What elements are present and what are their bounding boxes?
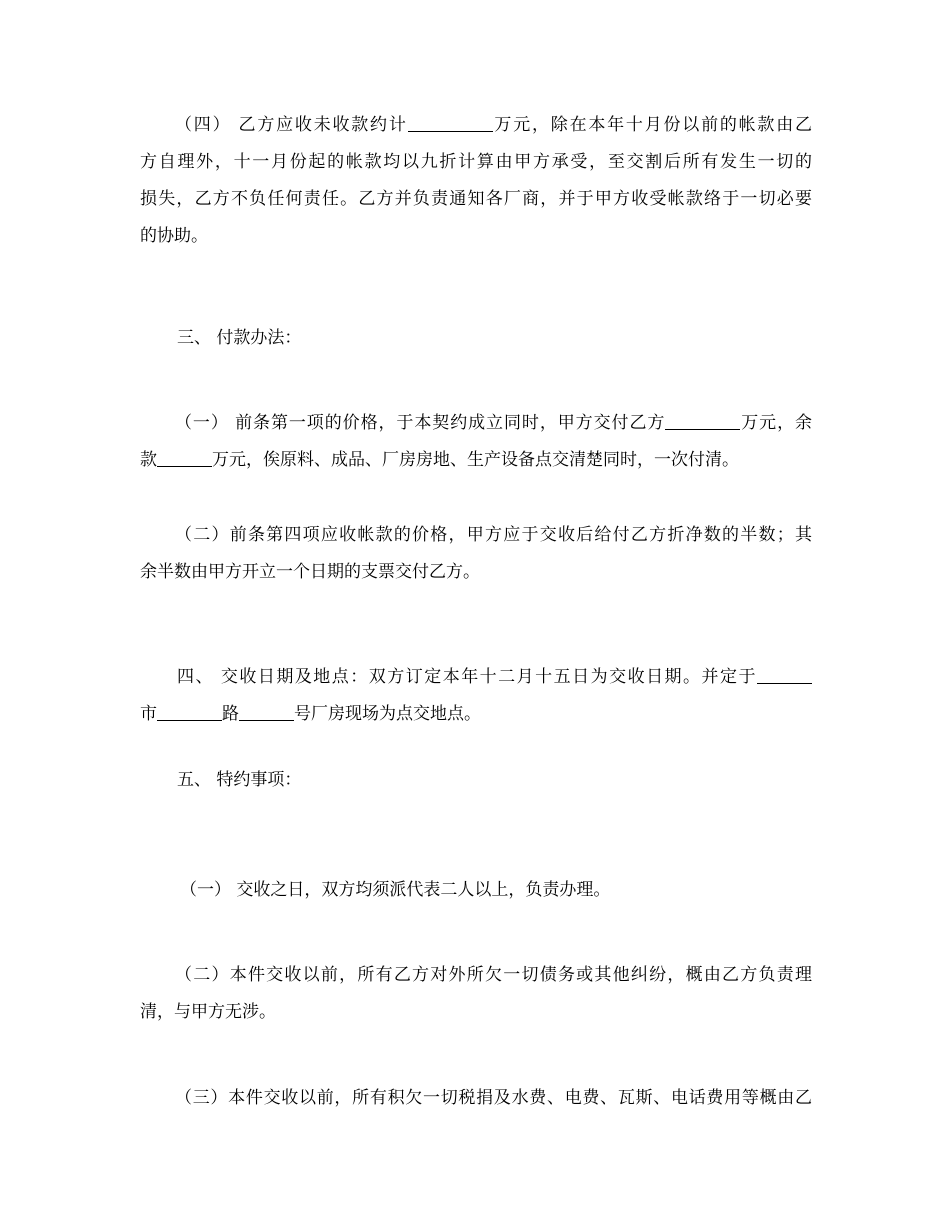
text: 万元，余 xyxy=(740,413,813,433)
blank-field xyxy=(757,665,812,684)
section-3-item-1-line-2 xyxy=(140,448,812,472)
text: 款 xyxy=(140,450,157,470)
blank-field xyxy=(157,702,222,721)
section-4-line-1 xyxy=(177,665,812,689)
section-4-line-2 xyxy=(140,702,812,726)
section-3-item-1-line-1 xyxy=(175,411,812,435)
section-5-item-2-line-1: （二）本件交收以前，所有乙方对外所欠一切债务或其他纠纷，概由乙方负责理 xyxy=(175,965,812,985)
blank-field xyxy=(157,448,212,467)
section-3-heading: 三、 付款办法： xyxy=(177,328,302,348)
para-4-line-3: 损失，乙方不负任何责任。乙方并负责通知各厂商，并于甲方收受帐款络于一切必要 xyxy=(140,189,812,209)
para-4-line-2: 方自理外，十一月份起的帐款均以九折计算由甲方承受，至交割后所有发生一切的 xyxy=(140,152,812,172)
text: （一） 前条第一项的价格，于本契约成立同时，甲方交付乙方 xyxy=(175,413,666,433)
text: 万元，俟原料、成品、厂房房地、生产设备点交清楚同时，一次付清。 xyxy=(212,450,739,470)
section-3-item-2-line-2: 余半数由甲方开立一个日期的支票交付乙方。 xyxy=(140,562,480,582)
section-5-item-3-line-1: （三）本件交收以前，所有积欠一切税捐及水费、电费、瓦斯、电话费用等概由乙 xyxy=(175,1088,812,1108)
text: 号厂房现场为点交地点。 xyxy=(294,704,481,724)
para-4-line-4: 的协助。 xyxy=(140,226,208,246)
text: 万元，除在本年十月份以前的帐款由乙 xyxy=(492,115,813,135)
blank-field xyxy=(239,702,294,721)
text: 路 xyxy=(222,704,239,724)
section-5-item-1: （一） 交收之日，双方均须派代表二人以上，负责办理。 xyxy=(180,880,611,900)
section-3-item-2-line-1: （二）前条第四项应收帐款的价格，甲方应于交收后给付乙方折净数的半数；其 xyxy=(175,525,812,545)
section-5-heading: 五、 特约事项： xyxy=(177,770,302,790)
text: 四、 交收日期及地点：双方订定本年十二月十五日为交收日期。并定于 xyxy=(177,667,757,687)
blank-field xyxy=(665,411,740,430)
text: （四） 乙方应收未收款约计 xyxy=(175,115,408,135)
text: 市 xyxy=(140,704,157,724)
section-5-item-2-line-2: 清，与甲方无涉。 xyxy=(140,1002,276,1022)
blank-field xyxy=(408,113,493,132)
para-4-line-1 xyxy=(175,113,812,137)
